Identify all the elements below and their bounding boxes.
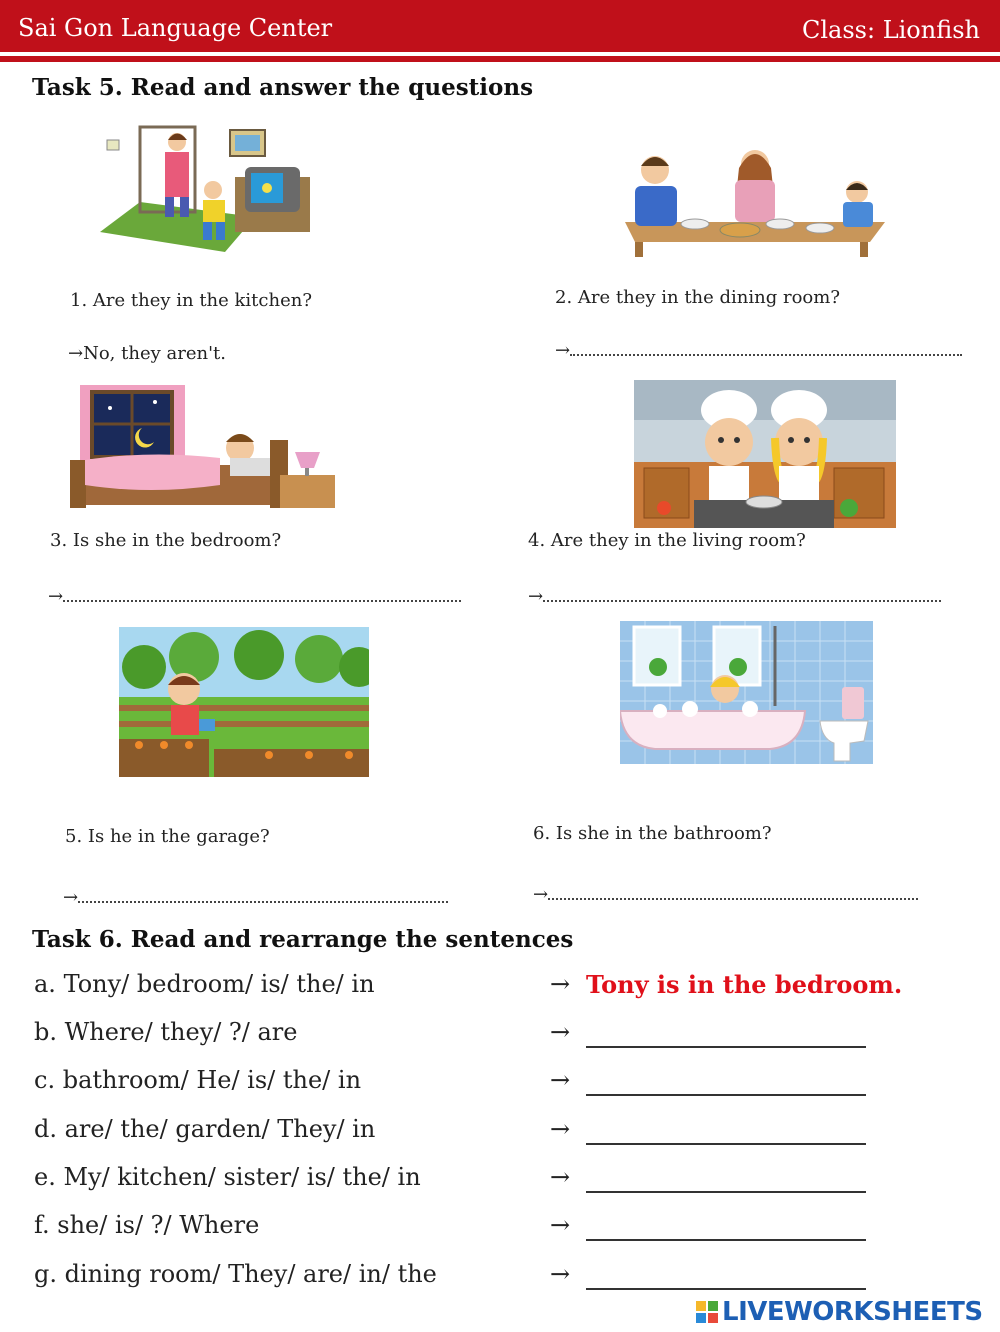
bathroom-picture <box>620 621 873 764</box>
sentence-answer-e[interactable] <box>586 1165 866 1193</box>
question-1: 1. Are they in the kitchen? <box>70 290 312 311</box>
garden-picture <box>119 627 369 777</box>
liveworksheets-logo[interactable] <box>696 1296 983 1328</box>
logo-mark-icon <box>696 1301 718 1323</box>
sentence-item-e: e. My/ kitchen/ sister/ is/ the/ in <box>34 1163 421 1191</box>
sentence-answer-f[interactable] <box>586 1213 866 1241</box>
header-divider <box>0 56 1000 62</box>
answer-4[interactable]: → <box>528 586 941 607</box>
sentence-item-g: g. dining room/ They/ are/ in/ the <box>34 1260 437 1288</box>
dining-room-picture <box>615 142 895 257</box>
arrow-icon: → <box>550 1260 571 1288</box>
question-3: 3. Is she in the bedroom? <box>50 530 282 551</box>
sentence-answer-a: Tony is in the bedroom. <box>586 970 903 999</box>
kitchen-picture <box>634 380 896 528</box>
question-5: 5. Is he in the garage? <box>65 826 270 847</box>
class-name: Class: Lionfish <box>802 16 980 44</box>
logo-text: LIVEWORKSHEETS <box>722 1297 983 1327</box>
sentence-answer-g[interactable] <box>586 1262 866 1290</box>
sentence-answer-c[interactable] <box>586 1068 866 1096</box>
sentence-answer-b[interactable] <box>586 1020 866 1048</box>
answer-5[interactable]: → <box>63 887 448 908</box>
sentence-item-f: f. she/ is/ ?/ Where <box>34 1211 260 1239</box>
arrow-icon: → <box>550 1211 571 1239</box>
sentence-item-b: b. Where/ they/ ?/ are <box>34 1018 298 1046</box>
sentence-item-c: c. bathroom/ He/ is/ the/ in <box>34 1066 362 1094</box>
answer-blank[interactable] <box>543 586 941 602</box>
sentence-item-d: d. are/ the/ garden/ They/ in <box>34 1115 376 1143</box>
question-4: 4. Are they in the living room? <box>528 530 806 551</box>
answer-blank[interactable] <box>78 887 448 903</box>
answer-blank[interactable] <box>63 586 461 602</box>
arrow-icon: → <box>550 1066 571 1094</box>
task5-title: Task 5. Read and answer the questions <box>32 74 534 101</box>
arrow-icon: → <box>550 970 571 998</box>
question-6: 6. Is she in the bathroom? <box>533 823 772 844</box>
header-bar <box>0 0 1000 52</box>
answer-6[interactable]: → <box>533 884 918 905</box>
sentence-item-a: a. Tony/ bedroom/ is/ the/ in <box>34 970 375 998</box>
answer-blank[interactable] <box>548 884 918 900</box>
sentence-answer-d[interactable] <box>586 1117 866 1145</box>
answer-3[interactable]: → <box>48 586 461 607</box>
arrow-icon: → <box>550 1018 571 1046</box>
answer-2[interactable]: → <box>555 340 962 361</box>
task6-title: Task 6. Read and rearrange the sentences <box>32 926 574 953</box>
school-name: Sai Gon Language Center <box>18 14 333 42</box>
question-2: 2. Are they in the dining room? <box>555 287 840 308</box>
arrow-icon: → <box>550 1115 571 1143</box>
arrow-icon: → <box>550 1163 571 1191</box>
living-room-picture <box>95 122 310 252</box>
answer-blank[interactable] <box>570 340 962 356</box>
bedroom-picture <box>70 380 338 508</box>
answer-1: →No, they aren't. <box>68 343 226 364</box>
